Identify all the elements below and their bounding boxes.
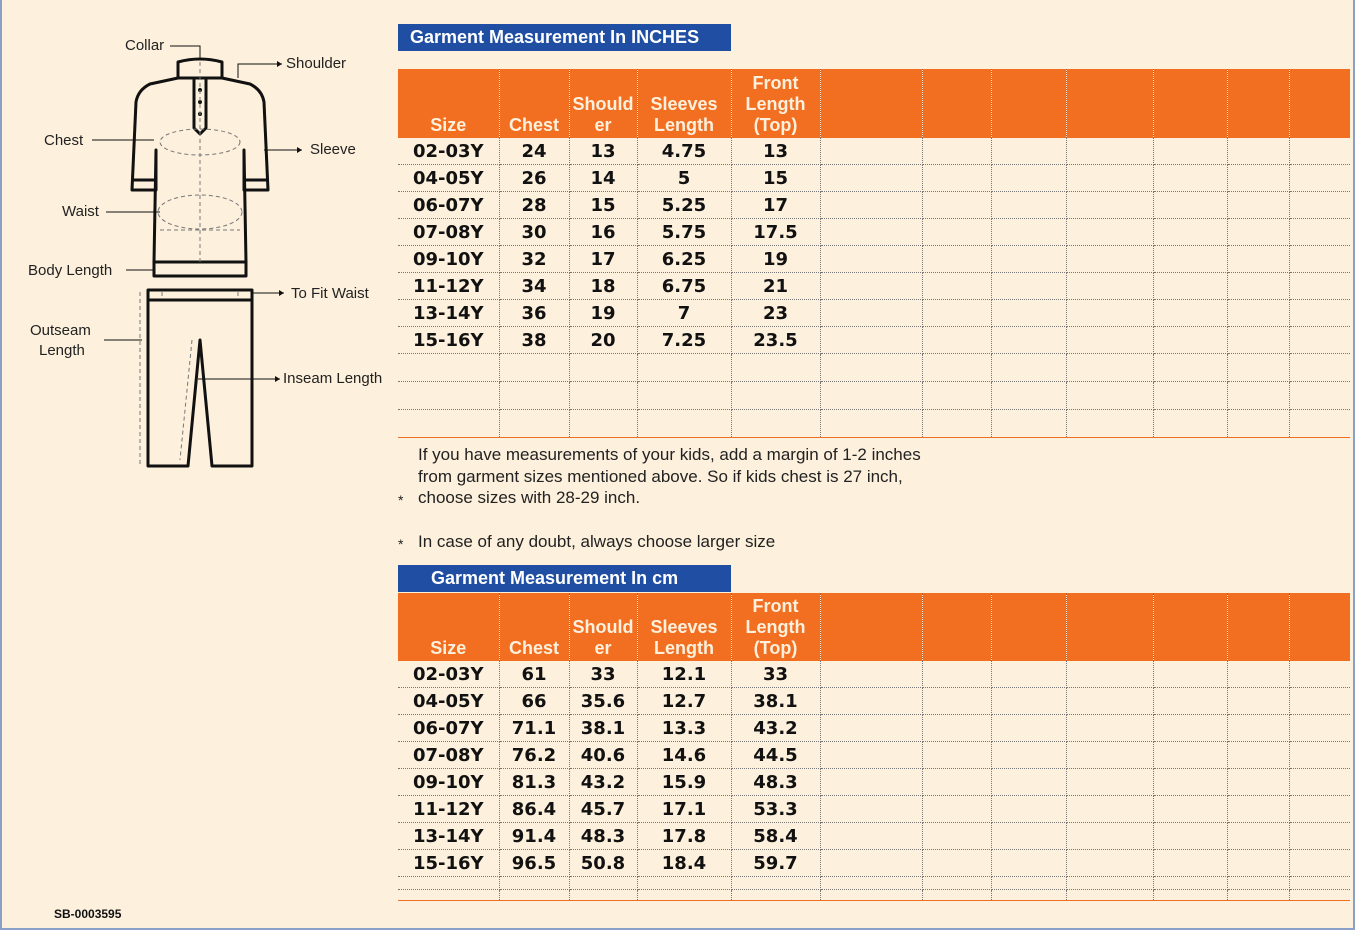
- table-cell: 6.75: [637, 273, 731, 300]
- table-row: [398, 273, 1350, 300]
- cm-header-row: [398, 593, 1350, 661]
- empty-row: [398, 382, 1350, 410]
- sizing-notes: [398, 444, 958, 552]
- label-outseam-line2: Length: [39, 342, 85, 359]
- table-cell: 09-10Y: [398, 769, 499, 796]
- table-cell: 13: [731, 138, 820, 165]
- table-cell: 17.1: [637, 796, 731, 823]
- table-cell: 4.75: [637, 138, 731, 165]
- note-larger-size: * In case of any doubt, always choose larger size: [398, 531, 958, 553]
- empty-row: [398, 410, 1350, 438]
- table-cell: 81.3: [499, 769, 569, 796]
- table-cell: 7.25: [637, 327, 731, 354]
- table-cell: 36: [499, 300, 569, 327]
- table-cell: 13-14Y: [398, 823, 499, 850]
- table-row: [398, 823, 1350, 850]
- table-cell: 43.2: [569, 769, 637, 796]
- note-margin: * If you have measurements of your kids, add a margin of 1-2 inches from garment sizes mentioned above. So if kids chest is 27 inch, choose sizes with 28-29 inch.: [398, 444, 958, 509]
- table-cell: 34: [499, 273, 569, 300]
- table-cell: 35.6: [569, 688, 637, 715]
- table-cell: 38.1: [731, 688, 820, 715]
- table-cell: 18: [569, 273, 637, 300]
- table-cell: 58.4: [731, 823, 820, 850]
- product-code: SB-0003595: [54, 907, 122, 921]
- table-row: [398, 138, 1350, 165]
- table-cell: 20: [569, 327, 637, 354]
- inches-header-sleeves-length: Sleeves Length: [637, 69, 731, 138]
- inches-table-body: [398, 138, 1350, 438]
- empty-row: [398, 877, 1350, 890]
- table-cell: 50.8: [569, 850, 637, 877]
- table-row: [398, 246, 1350, 273]
- table-cell: 18.4: [637, 850, 731, 877]
- garment-diagram: [0, 0, 395, 480]
- table-cell: 91.4: [499, 823, 569, 850]
- table-cell: 48.3: [569, 823, 637, 850]
- table-row: [398, 661, 1350, 688]
- empty-row: [398, 354, 1350, 382]
- table-cell: 14: [569, 165, 637, 192]
- table-row: [398, 327, 1350, 354]
- table-cell: 66: [499, 688, 569, 715]
- inches-header-shoulder: Should er: [569, 69, 637, 138]
- table-cell: 53.3: [731, 796, 820, 823]
- label-collar: Collar: [125, 37, 165, 54]
- table-cell: 04-05Y: [398, 165, 499, 192]
- table-cell: 17.8: [637, 823, 731, 850]
- label-sleeve: Sleeve: [310, 141, 356, 158]
- table-cell: 28: [499, 192, 569, 219]
- table-row: [398, 769, 1350, 796]
- inches-header-row: [398, 69, 1350, 138]
- inches-title-banner: Garment Measurement In INCHES: [398, 24, 731, 51]
- table-cell: 5: [637, 165, 731, 192]
- inches-header-front-length: Front Length (Top): [731, 69, 820, 138]
- cm-table: [398, 593, 1350, 901]
- cm-header-size: Size: [398, 593, 499, 661]
- table-cell: 02-03Y: [398, 138, 499, 165]
- table-row: [398, 192, 1350, 219]
- table-row: [398, 850, 1350, 877]
- table-cell: 02-03Y: [398, 661, 499, 688]
- cm-title-banner: Garment Measurement In cm: [398, 565, 731, 592]
- table-cell: 14.6: [637, 742, 731, 769]
- table-cell: 16: [569, 219, 637, 246]
- table-cell: 33: [569, 661, 637, 688]
- table-cell: 23: [731, 300, 820, 327]
- table-row: [398, 742, 1350, 769]
- table-cell: 15-16Y: [398, 850, 499, 877]
- cm-table-body: [398, 661, 1350, 901]
- kurta-pajama-drawing: [0, 0, 395, 480]
- table-cell: 13: [569, 138, 637, 165]
- table-cell: 86.4: [499, 796, 569, 823]
- inches-table: [398, 69, 1350, 438]
- inches-header-chest: Chest: [499, 69, 569, 138]
- table-row: [398, 796, 1350, 823]
- table-row: [398, 300, 1350, 327]
- table-cell: 76.2: [499, 742, 569, 769]
- table-row: [398, 715, 1350, 742]
- table-cell: 12.7: [637, 688, 731, 715]
- table-row: [398, 219, 1350, 246]
- table-cell: 19: [731, 246, 820, 273]
- table-cell: 15: [569, 192, 637, 219]
- table-cell: 15: [731, 165, 820, 192]
- table-cell: 33: [731, 661, 820, 688]
- bullet-star-icon: *: [398, 535, 404, 552]
- table-cell: 06-07Y: [398, 715, 499, 742]
- table-cell: 38.1: [569, 715, 637, 742]
- table-cell: 23.5: [731, 327, 820, 354]
- empty-row: [398, 890, 1350, 901]
- bullet-star-icon: *: [398, 492, 404, 508]
- table-cell: 5.25: [637, 192, 731, 219]
- cm-header-sleeves-length: Sleeves Length: [637, 593, 731, 661]
- table-cell: 17: [569, 246, 637, 273]
- table-cell: 96.5: [499, 850, 569, 877]
- table-cell: 21: [731, 273, 820, 300]
- cm-header-front-length: Front Length (Top): [731, 593, 820, 661]
- table-row: [398, 688, 1350, 715]
- table-cell: 13.3: [637, 715, 731, 742]
- label-shoulder: Shoulder: [286, 55, 347, 72]
- label-to-fit-waist: To Fit Waist: [291, 285, 369, 302]
- table-cell: 40.6: [569, 742, 637, 769]
- table-cell: 44.5: [731, 742, 820, 769]
- label-body-length: Body Length: [28, 262, 113, 279]
- table-cell: 5.75: [637, 219, 731, 246]
- table-cell: 48.3: [731, 769, 820, 796]
- table-cell: 07-08Y: [398, 219, 499, 246]
- table-cell: 09-10Y: [398, 246, 499, 273]
- table-cell: 71.1: [499, 715, 569, 742]
- table-cell: 07-08Y: [398, 742, 499, 769]
- table-cell: 19: [569, 300, 637, 327]
- table-cell: 15.9: [637, 769, 731, 796]
- inches-header-size: Size: [398, 69, 499, 138]
- table-cell: 59.7: [731, 850, 820, 877]
- label-chest: Chest: [44, 132, 84, 149]
- table-cell: 26: [499, 165, 569, 192]
- table-cell: 43.2: [731, 715, 820, 742]
- label-inseam-length: Inseam Length: [283, 370, 383, 387]
- cm-header-chest: Chest: [499, 593, 569, 661]
- table-cell: 12.1: [637, 661, 731, 688]
- table-cell: 17.5: [731, 219, 820, 246]
- table-cell: 24: [499, 138, 569, 165]
- cm-header-shoulder: Should er: [569, 593, 637, 661]
- table-cell: 17: [731, 192, 820, 219]
- table-cell: 13-14Y: [398, 300, 499, 327]
- table-cell: 7: [637, 300, 731, 327]
- table-cell: 15-16Y: [398, 327, 499, 354]
- table-cell: 04-05Y: [398, 688, 499, 715]
- table-row: [398, 165, 1350, 192]
- label-waist: Waist: [62, 203, 99, 220]
- table-cell: 11-12Y: [398, 273, 499, 300]
- table-cell: 11-12Y: [398, 796, 499, 823]
- table-cell: 45.7: [569, 796, 637, 823]
- table-cell: 6.25: [637, 246, 731, 273]
- table-cell: 30: [499, 219, 569, 246]
- table-cell: 61: [499, 661, 569, 688]
- table-cell: 06-07Y: [398, 192, 499, 219]
- label-outseam-line1: Outseam: [30, 322, 91, 339]
- table-cell: 38: [499, 327, 569, 354]
- table-cell: 32: [499, 246, 569, 273]
